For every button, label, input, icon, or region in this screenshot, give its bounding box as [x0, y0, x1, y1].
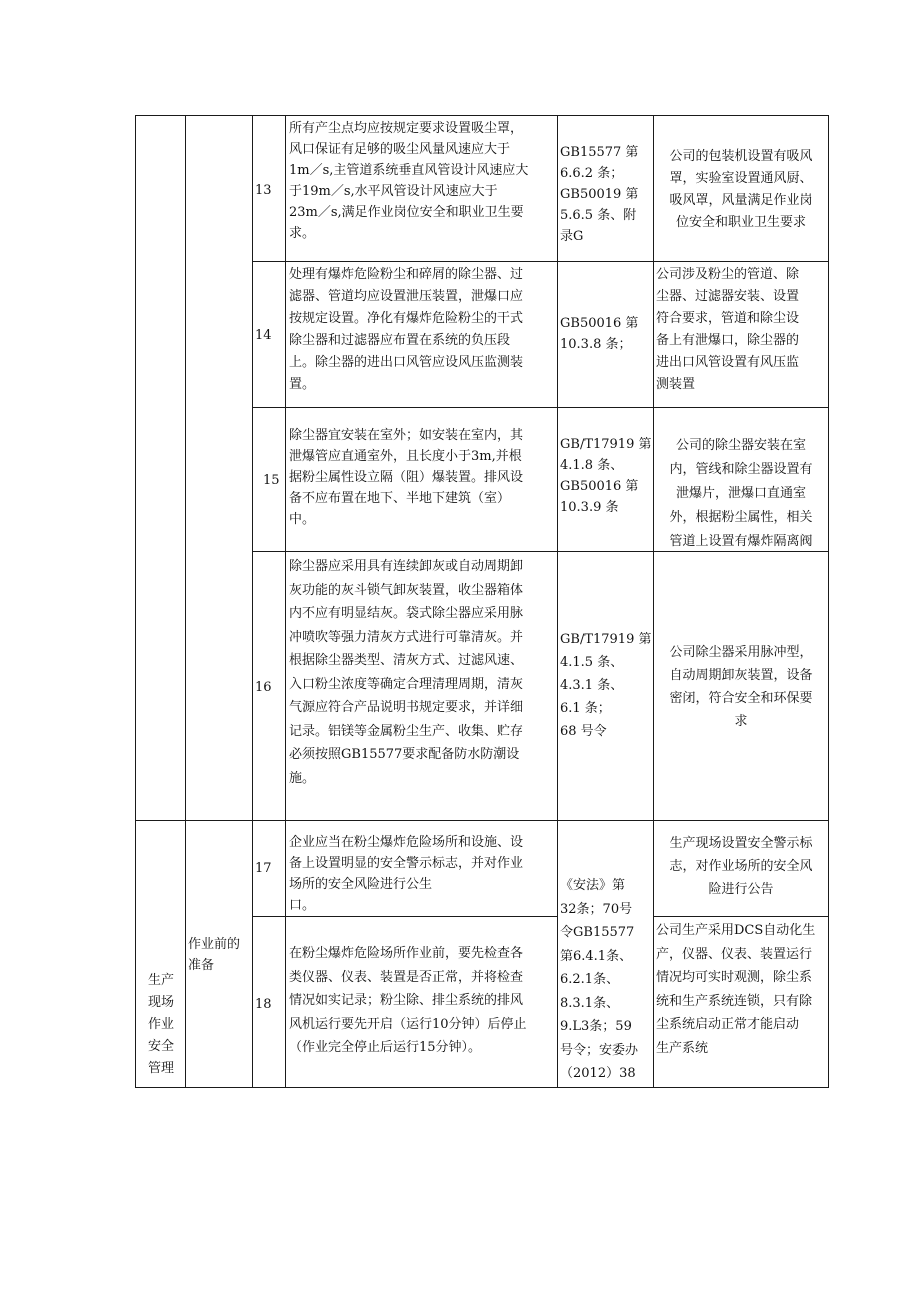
inspection-result: 公司的包装机设置有吸风 罩，实验室设置通风厨、 吸风罩，风量满足作业岗 位安全和职业卫生要求 — [669, 149, 813, 230]
standard-reference: GB50016 第 10.3.8 条； — [560, 316, 639, 352]
column-divider — [285, 115, 286, 1088]
row-number: 17 — [255, 861, 272, 876]
category-level2: 作业前的 准备 — [188, 937, 241, 973]
column-divider — [252, 115, 253, 1088]
row-divider — [252, 916, 557, 917]
requirement-text: 除尘器宜安装在室外；如安装在室内，其 泄爆管应直通室外，且长度小于3m,并根 据粉尘属性设立隔（阻）爆装置。排风设 备不应布置在地下、半地下建筑（室） 中。 — [289, 428, 524, 527]
requirement-text: 除尘器应采用具有连续卸灰或自动周期卸 灰功能的灰斗锁气卸灰装置，收尘器箱体 内不应有明显结灰。袋式除尘器应采用脉 冲喷吹等强力清灰方式进行可靠清灰。并 根据除尘器类型、清灰方式、过滤风速、 入口粉尘浓度等确定合理清理周期，清灰 气源应符合产品说明书规定要求，并详细 记录。铝镁等金属粉尘生产、收集、贮存 必须按照GB15577要求配备防水防潮设 施。 — [289, 559, 524, 786]
row-number: 18 — [255, 997, 272, 1012]
section-divider — [135, 820, 828, 821]
standard-reference-merged: 《安法》第 32条；70号 令GB15577 第6.4.1条、 6.2.1条、 8.3.1条、 9.L3条；59 号令；安委办 （2012）38 — [560, 878, 639, 1081]
column-divider — [653, 115, 654, 1088]
standard-reference: GB/T17919 第 4.1.5 条、 4.3.1 条、 6.1 条； 68 号令 — [560, 632, 652, 739]
row-divider — [653, 916, 828, 917]
row-number: 13 — [255, 183, 272, 198]
standard-reference: GB15577 第 6.6.2 条； GB50019 第 5.6.5 条、附 录G — [560, 145, 639, 244]
table-border-bottom — [135, 1087, 828, 1088]
column-divider — [185, 115, 186, 1088]
requirement-text: 所有产尘点均应按规定要求设置吸尘罩， 风口保证有足够的吸尘风量风速应大于 1m／s,主管道系统垂直风管设计风速应大 于19m／s,水平风管设计风速应大于 23m／s,满足作业岗位安全和职业卫生要 求。 — [289, 121, 529, 241]
table-border-left — [135, 115, 136, 1088]
requirement-text: 企业应当在粉尘爆炸危险场所和设施、设 备上设置明显的安全警示标志，并对作业 场所的安全风险进行公生 口。 — [289, 835, 524, 913]
row-number: 16 — [255, 680, 272, 695]
inspection-result: 公司的除尘器安装在室 内，管线和除尘器设置有 泄爆片，泄爆口直通室 外，根据粉尘属性，相关 管道上设置有爆炸隔离阀 — [669, 438, 813, 549]
column-divider — [557, 115, 558, 1088]
table-border-right — [828, 115, 829, 1088]
category-level1: 生产 现场 作业 安全 管理 — [147, 973, 174, 1076]
inspection-result: 公司生产采用DCS自动化生 产，仪器、仪表、装置运行 情况均可实时观测，除尘系 统和生产系统连锁，只有除 尘系统启动正常才能启动 生产系统 — [656, 923, 816, 1056]
requirement-text: 处理有爆炸危险粉尘和碎屑的除尘器、过 滤器、管道均应设置泄压装置，泄爆口应 按规定设置。净化有爆炸危险粉尘的干式 除尘器和过滤器应布置在系统的负压段 上。除尘器的进出口风管应设风压监测装 置。 — [289, 267, 524, 392]
requirement-text: 在粉尘爆炸危险场所作业前，要先检查各 类仪器、仪表、装置是否正常，并将检查 情况如实记录；粉尘除、排尘系统的排风 风机运行要先开启（运行10分钟）后停止 （作业完全停止后运行15分钟）。 — [289, 946, 527, 1055]
inspection-result: 生产现场设置安全警示标 志，对作业场所的安全风 险进行公告 — [669, 836, 813, 897]
row-divider — [252, 407, 828, 408]
row-number: 14 — [255, 328, 272, 343]
row-divider — [252, 261, 828, 262]
inspection-result: 公司除尘器采用脉冲型， 自动周期卸灰装置，设备 密闭，符合安全和环保要 求 — [669, 645, 813, 729]
table-border-top — [135, 115, 828, 116]
inspection-result: 公司涉及粉尘的管道、除 尘器、过滤器安装、设置 符合要求，管道和除尘设 备上有泄爆口，除尘器的 进出口风管设置有风压监 测装置 — [656, 267, 800, 392]
row-number: 15 — [263, 473, 280, 488]
standard-reference: GB/T17919 第 4.1.8 条、 GB50016 第 10.3.9 条 — [560, 437, 652, 515]
